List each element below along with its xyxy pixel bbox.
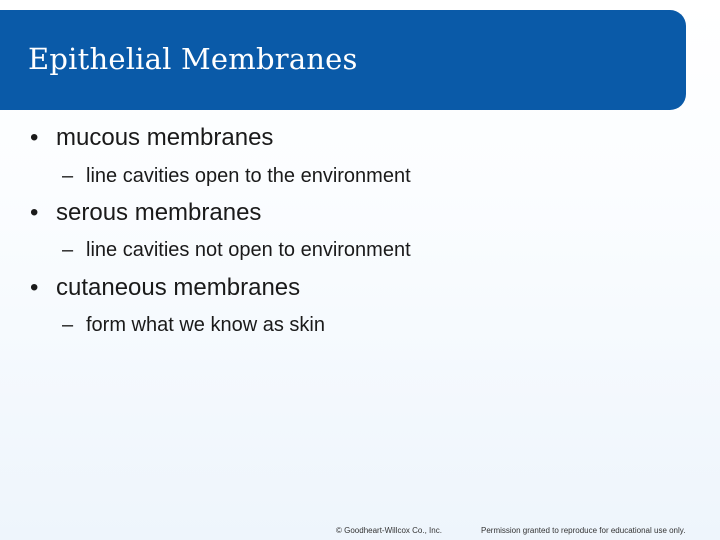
dash-icon: –	[62, 239, 74, 261]
bullet-item	[30, 274, 300, 302]
bullet-item	[30, 199, 261, 227]
bullet-icon: •	[30, 199, 39, 226]
bullet-icon: •	[30, 124, 39, 151]
bullet-text: mucous membranes	[56, 124, 274, 151]
sub-bullet-item	[62, 239, 411, 262]
sub-bullet-item	[62, 314, 325, 337]
sub-bullet-item	[62, 165, 411, 188]
bullet-text: serous membranes	[56, 199, 262, 226]
copyright-text: © Goodheart-Willcox Co., Inc.	[336, 526, 442, 535]
bullet-text: cutaneous membranes	[56, 274, 301, 301]
sub-bullet-text: form what we know as skin	[86, 314, 325, 336]
bullet-icon: •	[30, 274, 39, 301]
dash-icon: –	[62, 165, 74, 187]
sub-bullet-text: line cavities open to the environment	[86, 165, 411, 187]
permission-text: Permission granted to reproduce for educational use only.	[481, 526, 686, 535]
dash-icon: –	[62, 314, 74, 336]
bullet-item	[30, 124, 273, 152]
sub-bullet-text: line cavities not open to environment	[86, 239, 411, 261]
slide-title: Epithelial Membranes	[28, 42, 358, 76]
